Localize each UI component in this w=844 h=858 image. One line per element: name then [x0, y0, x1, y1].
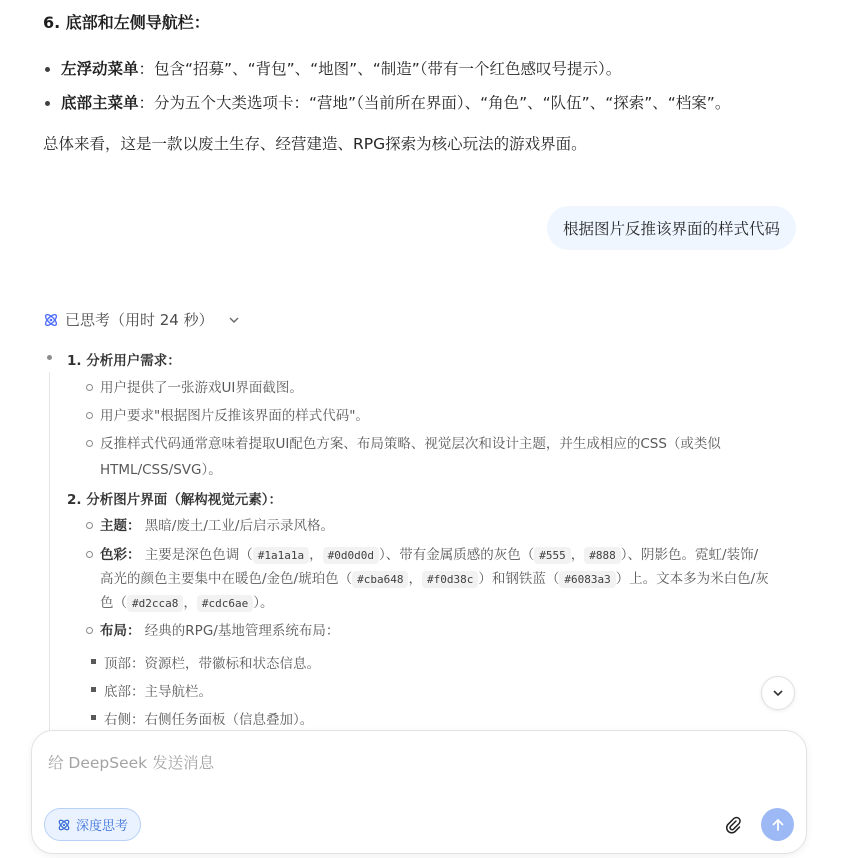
list-item: 顶部：资源栏，带徽标和状态信息。: [104, 652, 320, 672]
thinking-step-title: [67, 349, 181, 369]
separator: ，: [309, 547, 323, 563]
bullet-term: 左浮动菜单: [61, 60, 139, 78]
deep-think-icon: [57, 818, 71, 832]
send-button[interactable]: [761, 808, 794, 841]
color-code: #0d0d0d: [323, 547, 379, 564]
color-text: 主要是深色色调（: [144, 547, 253, 563]
thinking-step-title: [67, 488, 282, 508]
list-item: [100, 618, 339, 644]
color-label: 色彩：: [100, 547, 141, 563]
color-text: ）上。文本多为米白色/灰: [615, 571, 769, 587]
message-input[interactable]: 给 DeepSeek 发送消息: [48, 754, 215, 772]
separator: ，: [570, 547, 585, 563]
color-text: 高光的颜色主要集中在暖色/金色/琥珀色（: [100, 571, 353, 587]
color-text: ）、带有金属质感的灰色（: [379, 547, 535, 563]
color-text: ）。: [253, 595, 274, 611]
list-item-continued: [100, 566, 769, 593]
list-item-continued: HTML/CSS/SVG）。: [100, 462, 222, 478]
theme-label: 主题：: [100, 518, 141, 534]
bullet-term: 底部主菜单: [61, 94, 139, 112]
list-item: [100, 513, 334, 539]
bullet-text: ：分为五个大类选项卡：“营地”（当前所在界面）、“角色”、“队伍”、“探索”、“档案”。: [138, 94, 731, 112]
list-item: 右侧：右侧任务面板（信息叠加）。: [104, 708, 313, 728]
color-text: 色（: [100, 595, 127, 611]
separator: ，: [183, 595, 197, 611]
list-item: 用户要求"根据图片反推该界面的样式代码"。: [100, 403, 369, 429]
thinking-rule: [49, 372, 50, 762]
deep-think-icon: [43, 312, 59, 328]
color-code: #555: [534, 547, 571, 564]
color-text: ）和钢铁蓝（: [478, 571, 560, 587]
scroll-to-bottom-button[interactable]: [761, 676, 795, 710]
color-code: #888: [584, 547, 621, 564]
list-item: 反推样式代码通常意味着提取UI配色方案、布局策略、视觉层次和设计主题，并生成相应的CSS（或类似: [100, 431, 721, 457]
list-item: 用户提供了一张游戏UI界面截图。: [100, 375, 303, 401]
color-code: #cdc6ae: [197, 595, 253, 612]
list-item: [100, 542, 758, 569]
paperclip-icon[interactable]: [724, 815, 742, 835]
step-1-title: 1. 分析用户需求：: [67, 353, 181, 369]
color-code: #cba648: [352, 571, 408, 588]
list-item: 底部：主导航栏。: [104, 680, 212, 700]
arrow-up-icon: [770, 817, 786, 833]
theme-text: 黑暗/废土/工业/后启示录风格。: [144, 518, 334, 534]
list-item-continued: [100, 590, 273, 617]
bullet-dot: [47, 355, 52, 360]
message-composer: [31, 730, 807, 854]
list-item: [43, 86, 803, 120]
thinking-header-label: 已思考（用时 24 秒）: [65, 311, 214, 329]
user-message-bubble: 根据图片反推该界面的样式代码: [547, 206, 796, 250]
answer-bullets: [43, 52, 803, 120]
color-code: #6083a3: [559, 571, 615, 588]
layout-text: 经典的RPG/基地管理系统布局：: [144, 623, 340, 639]
chevron-down-icon: [771, 686, 785, 700]
color-text: ）、阴影色。霓虹/装饰/: [620, 547, 759, 563]
section-heading: 6. 底部和左侧导航栏：: [43, 13, 210, 32]
color-code: #1a1a1a: [253, 547, 309, 564]
answer-summary: 总体来看，这是一款以废土生存、经营建造、RPG探索为核心玩法的游戏界面。: [43, 135, 587, 153]
list-item: [43, 52, 803, 86]
separator: ，: [408, 571, 422, 587]
thinking-toggle[interactable]: [43, 309, 240, 330]
layout-label: 布局：: [100, 623, 141, 639]
color-code: #f0d38c: [422, 571, 478, 588]
deep-think-button[interactable]: [44, 808, 141, 841]
color-code: #d2cca8: [127, 595, 183, 612]
step-2-title: 2. 分析图片界面（解构视觉元素）：: [67, 492, 282, 508]
bullet-text: ：包含“招募”、“背包”、“地图”、“制造”（带有一个红色感叹号提示）。: [138, 60, 622, 78]
chevron-down-icon: [228, 314, 240, 326]
deep-think-label: 深度思考: [76, 819, 129, 834]
